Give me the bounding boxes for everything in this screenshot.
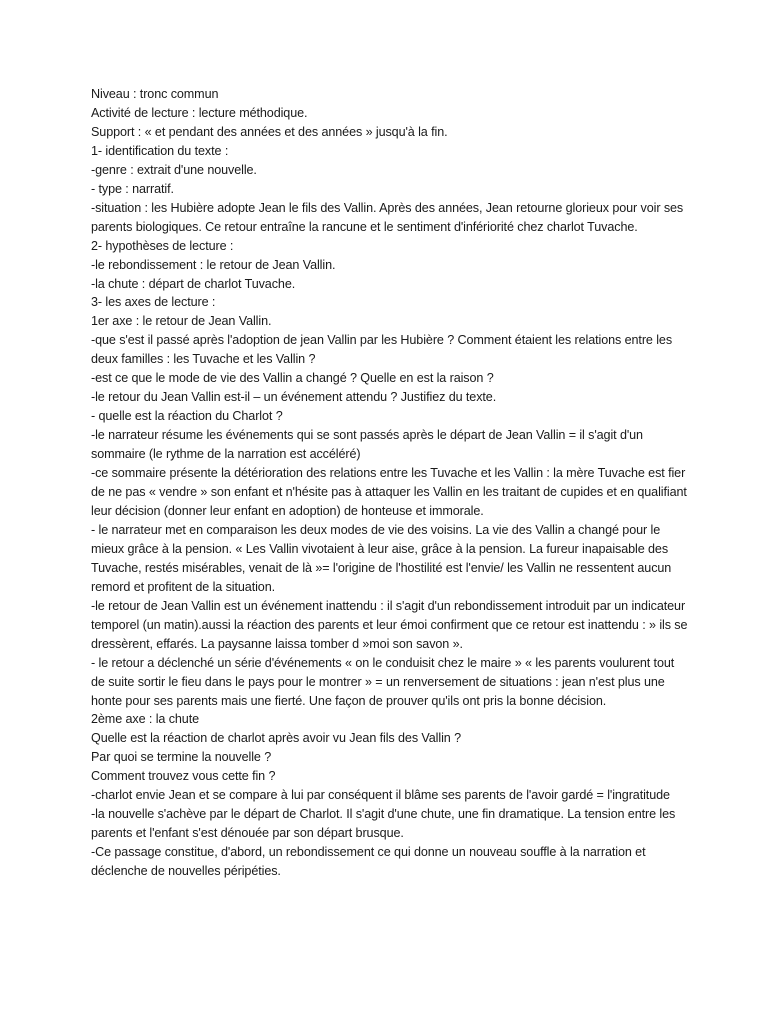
heading-identification: 1- identification du texte :: [91, 143, 229, 158]
question-reaction-charlot: - quelle est la réaction du Charlot ?: [91, 409, 283, 424]
heading-axe-2: 2ème axe : la chute: [91, 712, 200, 727]
heading-axe-1: 1er axe : le retour de Jean Vallin.: [91, 314, 272, 329]
line-type: - type : narratif.: [91, 181, 174, 196]
heading-hypotheses: 2- hypothèses de lecture :: [91, 238, 234, 253]
line-rebondissement: -le rebondissement : le retour de Jean Vallin.: [91, 257, 336, 272]
question-reaction-charlot-2: Quelle est la réaction de charlot après avoir vu Jean fils des Vallin ?: [91, 731, 461, 746]
paragraph-comparaison: - le narrateur met en comparaison les deux modes de vie des voisins. La vie des Vallin a changé pour le mieux grâce à la pension. « Les Vallin vivotaient à leur aise, grâce à la pension. La fureur inapaisable des Tuvache, restés misérables, venait de là »= l'origine de l'hostilité est l'envie/ les Vallin ne ressentent aucun remord et profitent de la situation.: [91, 522, 672, 594]
question-retour: -le retour du Jean Vallin est-il – un événement attendu ? Justifiez du texte.: [91, 390, 497, 405]
paragraph-serie-evenements: - le retour a déclenché un série d'événements « on le conduisit chez le maire » « les parents voulurent tout de suite sortir le fieu dans le pays pour le montrer » = un renversement de situations : jean n'est plus une honte pour ses parents mais une fierté. Une façon de prouver qu'ils ont pris la bonne décision.: [91, 655, 675, 708]
line-chute: -la chute : départ de charlot Tuvache.: [91, 276, 296, 291]
paragraph-depart-charlot: -la nouvelle s'achève par le départ de Charlot. Il s'agit d'une chute, une fin dramatique. La tension entre les parents et l'enfant s'est dénouée par son départ brusque.: [91, 807, 676, 841]
paragraph-deterioration: -ce sommaire présente la détérioration des relations entre les Tuvache et les Vallin : la mère Tuvache est fier de ne pas « vendre » son enfant et n'hésite pas à attaquer les Vallin en les traitant de cupides et en qualifiant leur décision (donner leur enfant en adoption) de honteuse et immorale.: [91, 466, 687, 518]
question-cette-fin: Comment trouvez vous cette fin ?: [91, 769, 276, 784]
line-activite: Activité de lecture : lecture méthodique.: [91, 105, 308, 120]
paragraph-situation: -situation : les Hubière adopte Jean le fils des Vallin. Après des années, Jean retourne glorieux pour voir ses parents biologiques. Ce retour entraîne la rancune et le sentiment d'infériorité chez charlot Tuvache.: [91, 200, 684, 234]
line-niveau: Niveau : tronc commun: [91, 87, 219, 101]
question-adoption: -que s'est il passé après l'adoption de jean Vallin par les Hubière ? Comment étaient les relations entre les deux familles : les Tuvache et les Vallin ?: [91, 333, 673, 367]
line-genre: -genre : extrait d'une nouvelle.: [91, 162, 257, 177]
question-mode-de-vie: -est ce que le mode de vie des Vallin a changé ? Quelle en est la raison ?: [91, 371, 494, 386]
paragraph-retour-inattendu: -le retour de Jean Vallin est un événement inattendu : il s'agit d'un rebondissement introduit par un indicateur temporel (un matin).aussi la réaction des parents et leur émoi confirment que ce retour est inattendu : » ils se dressèrent, effarés. La paysanne laissa tomber d »moi son savon ».: [91, 598, 688, 651]
heading-axes: 3- les axes de lecture :: [91, 295, 216, 310]
line-support: Support : « et pendant des années et des années » jusqu'à la fin.: [91, 124, 448, 139]
paragraph-sommaire: -le narrateur résume les événements qui se sont passés après le départ de Jean Vallin = il s'agit d'un sommaire (le rythme de la narration est accéléré): [91, 428, 643, 462]
question-fin-nouvelle: Par quoi se termine la nouvelle ?: [91, 750, 272, 765]
document-body: [91, 85, 691, 881]
paragraph-nouveau-souffle: -Ce passage constitue, d'abord, un rebondissement ce qui donne un nouveau souffle à la narration et déclenche de nouvelles péripéties.: [91, 845, 646, 879]
paragraph-ingratitude: -charlot envie Jean et se compare à lui par conséquent il blâme ses parents de l'avoir gardé = l'ingratitude: [91, 788, 670, 803]
